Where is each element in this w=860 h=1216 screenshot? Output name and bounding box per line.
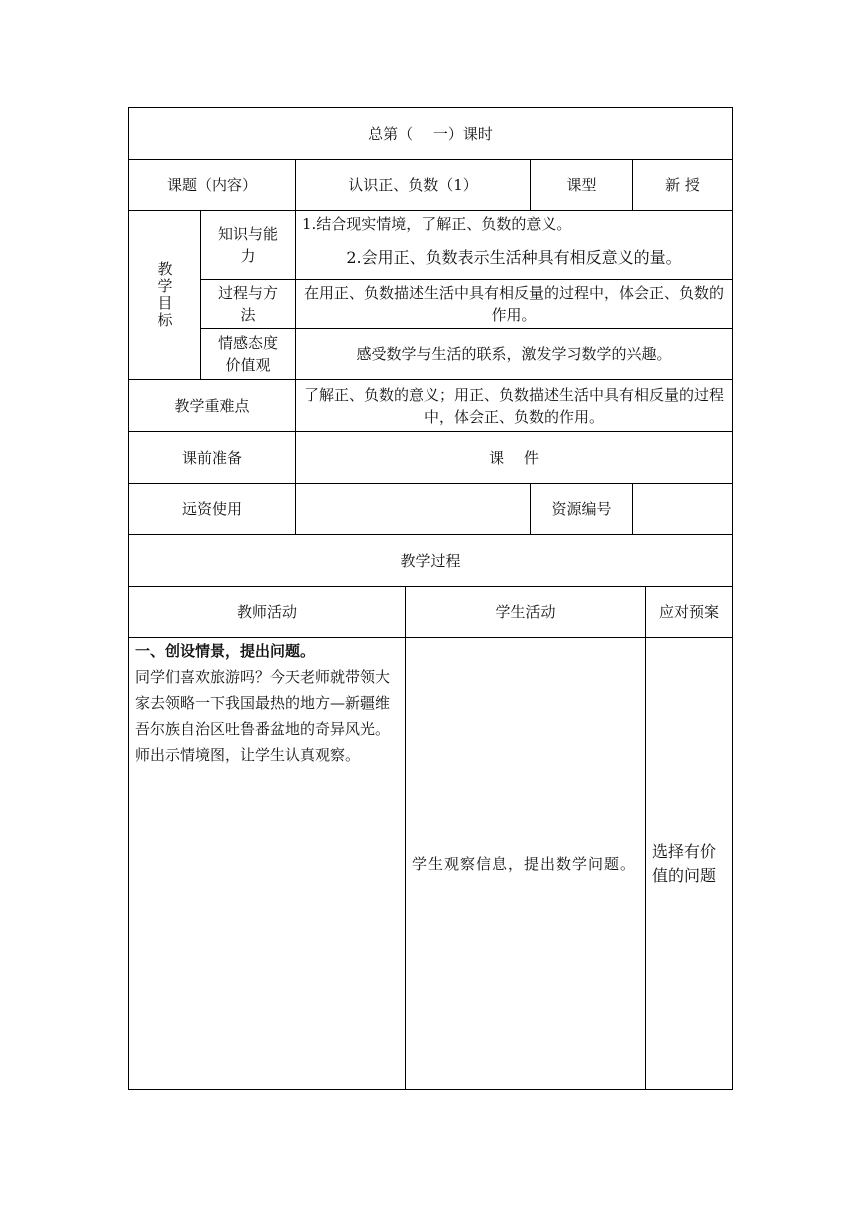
resource-number-label: 资源编号 — [551, 500, 612, 518]
lesson-type-value: 新 授 — [665, 176, 700, 194]
prep-value: 课 件 — [489, 448, 539, 467]
student-activity-header: 学生活动 — [495, 603, 556, 621]
total-lesson-header: 总第（ 一）课时 — [368, 124, 493, 143]
prep-label: 课前准备 — [181, 448, 242, 467]
student-activity-body: 学生观察信息，提出数学问题。 — [412, 854, 637, 873]
resource-number-value — [633, 484, 732, 534]
attitude-value: 感受数学与生活的联系，激发学习数学的兴趣。 — [356, 345, 672, 363]
attitude-label: 情感态度价值观 — [217, 334, 278, 374]
process-label: 过程与方法 — [217, 284, 278, 324]
topic-label: 课题（内容） — [166, 176, 257, 194]
objectives-section-label — [129, 211, 200, 379]
remote-value — [296, 484, 530, 534]
knowledge-line-2: 2.会用正、负数表示生活种具有相反意义的量。 — [346, 248, 682, 267]
response-plan-header: 应对预案 — [658, 603, 719, 621]
rule — [732, 107, 733, 1090]
response-plan-body: 选择有价值的问题 — [652, 841, 717, 885]
rule — [128, 1089, 733, 1090]
key-points-label: 教学重难点 — [174, 396, 250, 415]
remote-label: 远资使用 — [181, 500, 242, 518]
teacher-note-text: 师出示情境图，让学生认真观察。 — [135, 746, 361, 764]
lesson-type-label: 课型 — [566, 176, 597, 194]
objectives-label-text: 教学目标 — [155, 261, 174, 329]
process-title: 教学过程 — [400, 551, 461, 570]
process-value: 在用正、负数描述生活中具有相反量的过程中，体会正、负数的作用。 — [303, 284, 724, 324]
knowledge-line-1: 1.结合现实情境，了解正、负数的意义。 — [302, 215, 572, 233]
key-points-value: 了解正、负数的意义；用正、负数描述生活中具有相反量的过程中，体会正、负数的作用。 — [304, 385, 725, 426]
teacher-section-heading: 一、创设情景，提出问题。 — [135, 642, 316, 660]
knowledge-label: 知识与能力 — [217, 225, 278, 265]
teacher-body-text: 同学们喜欢旅游吗？今天老师就带领大家去领略一下我国最热的地方—新疆维吾尔族自治区吐鲁番盆地的奇异风光。 — [135, 668, 391, 738]
topic-value: 认识正、负数（1） — [348, 176, 478, 194]
teacher-activity-body — [129, 638, 405, 1089]
teacher-activity-header: 教师活动 — [236, 603, 297, 621]
knowledge-value — [296, 211, 732, 279]
